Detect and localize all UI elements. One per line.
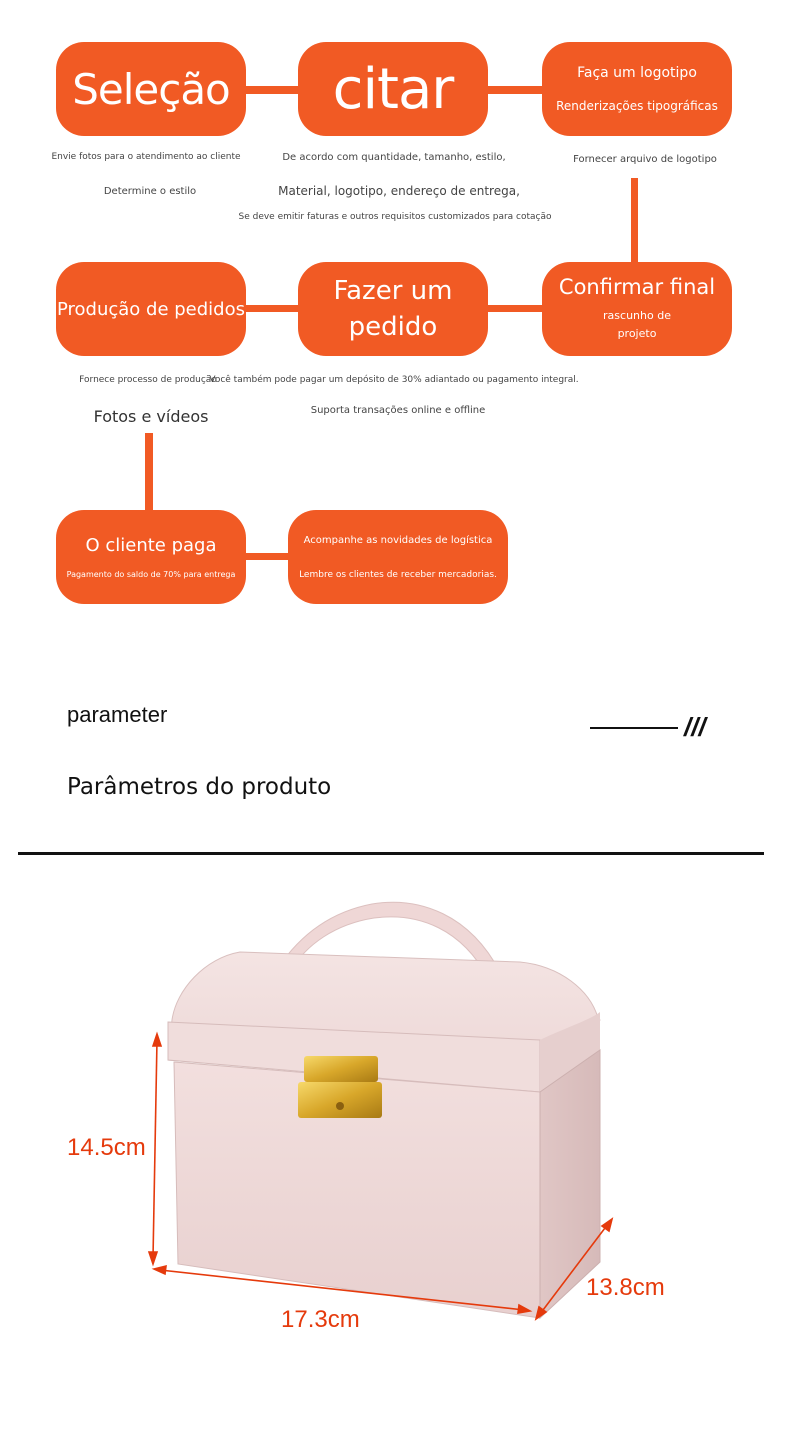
selecao-caption-2: Determine o estilo [103,186,197,197]
step-cliente-paga-title: O cliente paga [85,535,217,556]
connector-logotipo-confirmar [631,178,638,264]
step-confirmar-title: Confirmar final [558,275,716,299]
connector-selecao-citar [244,86,300,94]
step-logistica [288,510,508,604]
step-logotipo-subtitle: Renderizações tipográficas [556,99,718,113]
connector-citar-logotipo [486,86,544,94]
step-selecao-title: Seleção [72,64,230,114]
lock-plate-bottom [298,1082,382,1118]
decorative-line [590,727,678,729]
connector-confirmar-pedido [486,305,544,312]
citar-caption-3: Se deve emitir faturas e outros requisitos customizados para cotação [238,212,552,222]
connector-pagamento-logistica [244,553,290,560]
step-pedido-title-1: Fazer um [333,276,453,306]
step-logotipo [542,42,732,136]
step-producao [56,262,246,356]
step-confirmar-sub-2: projeto [617,327,657,340]
step-logistica-title: Acompanhe as novidades de logística [303,534,493,546]
dimension-width: 17.3cm [281,1306,360,1333]
step-logistica-sub: Lembre os clientes de receber mercadorias. [299,569,497,580]
step-cliente-paga-sub: Pagamento do saldo de 70% para entrega [66,570,236,579]
dimension-height: 14.5cm [67,1134,146,1161]
producao-caption-2: Fotos e vídeos [93,407,209,426]
connector-producao-pagamento [145,433,153,513]
step-selecao [56,42,246,136]
logotipo-caption: Fornecer arquivo de logotipo [573,154,717,165]
dimension-depth: 13.8cm [586,1274,665,1301]
decorative-slashes: /// [684,712,706,742]
pedido-caption-2: Suporta transações online e offline [310,405,486,416]
citar-caption-1: De acordo com quantidade, tamanho, estilo, [282,152,506,163]
producao-caption-1: Fornece processo de produção [79,375,217,385]
step-cliente-paga [56,510,246,604]
lock-plate-top [304,1056,378,1082]
parameter-heading-en: parameter [67,702,168,727]
step-confirmar-sub-1: rascunho de [603,309,671,322]
step-citar-title: citar [332,56,454,122]
section-divider [18,852,764,855]
step-producao-title: Produção de pedidos [56,298,245,320]
step-logotipo-title: Faça um logotipo [577,65,697,81]
citar-caption-2: Material, logotipo, endereço de entrega, [278,184,520,198]
height-arrow [149,1034,161,1264]
step-citar [298,42,488,136]
selecao-caption-1: Envie fotos para o atendimento ao cliente [51,152,241,162]
step-pedido [298,262,488,356]
step-pedido-title-2: pedido [348,312,438,342]
parameter-heading-pt: Parâmetros do produto [67,774,332,800]
connector-pedido-producao [244,305,300,312]
pedido-caption-1: Você também pode pagar um depósito de 30% adiantado ou pagamento integral. [209,375,579,385]
step-confirmar [542,262,732,356]
